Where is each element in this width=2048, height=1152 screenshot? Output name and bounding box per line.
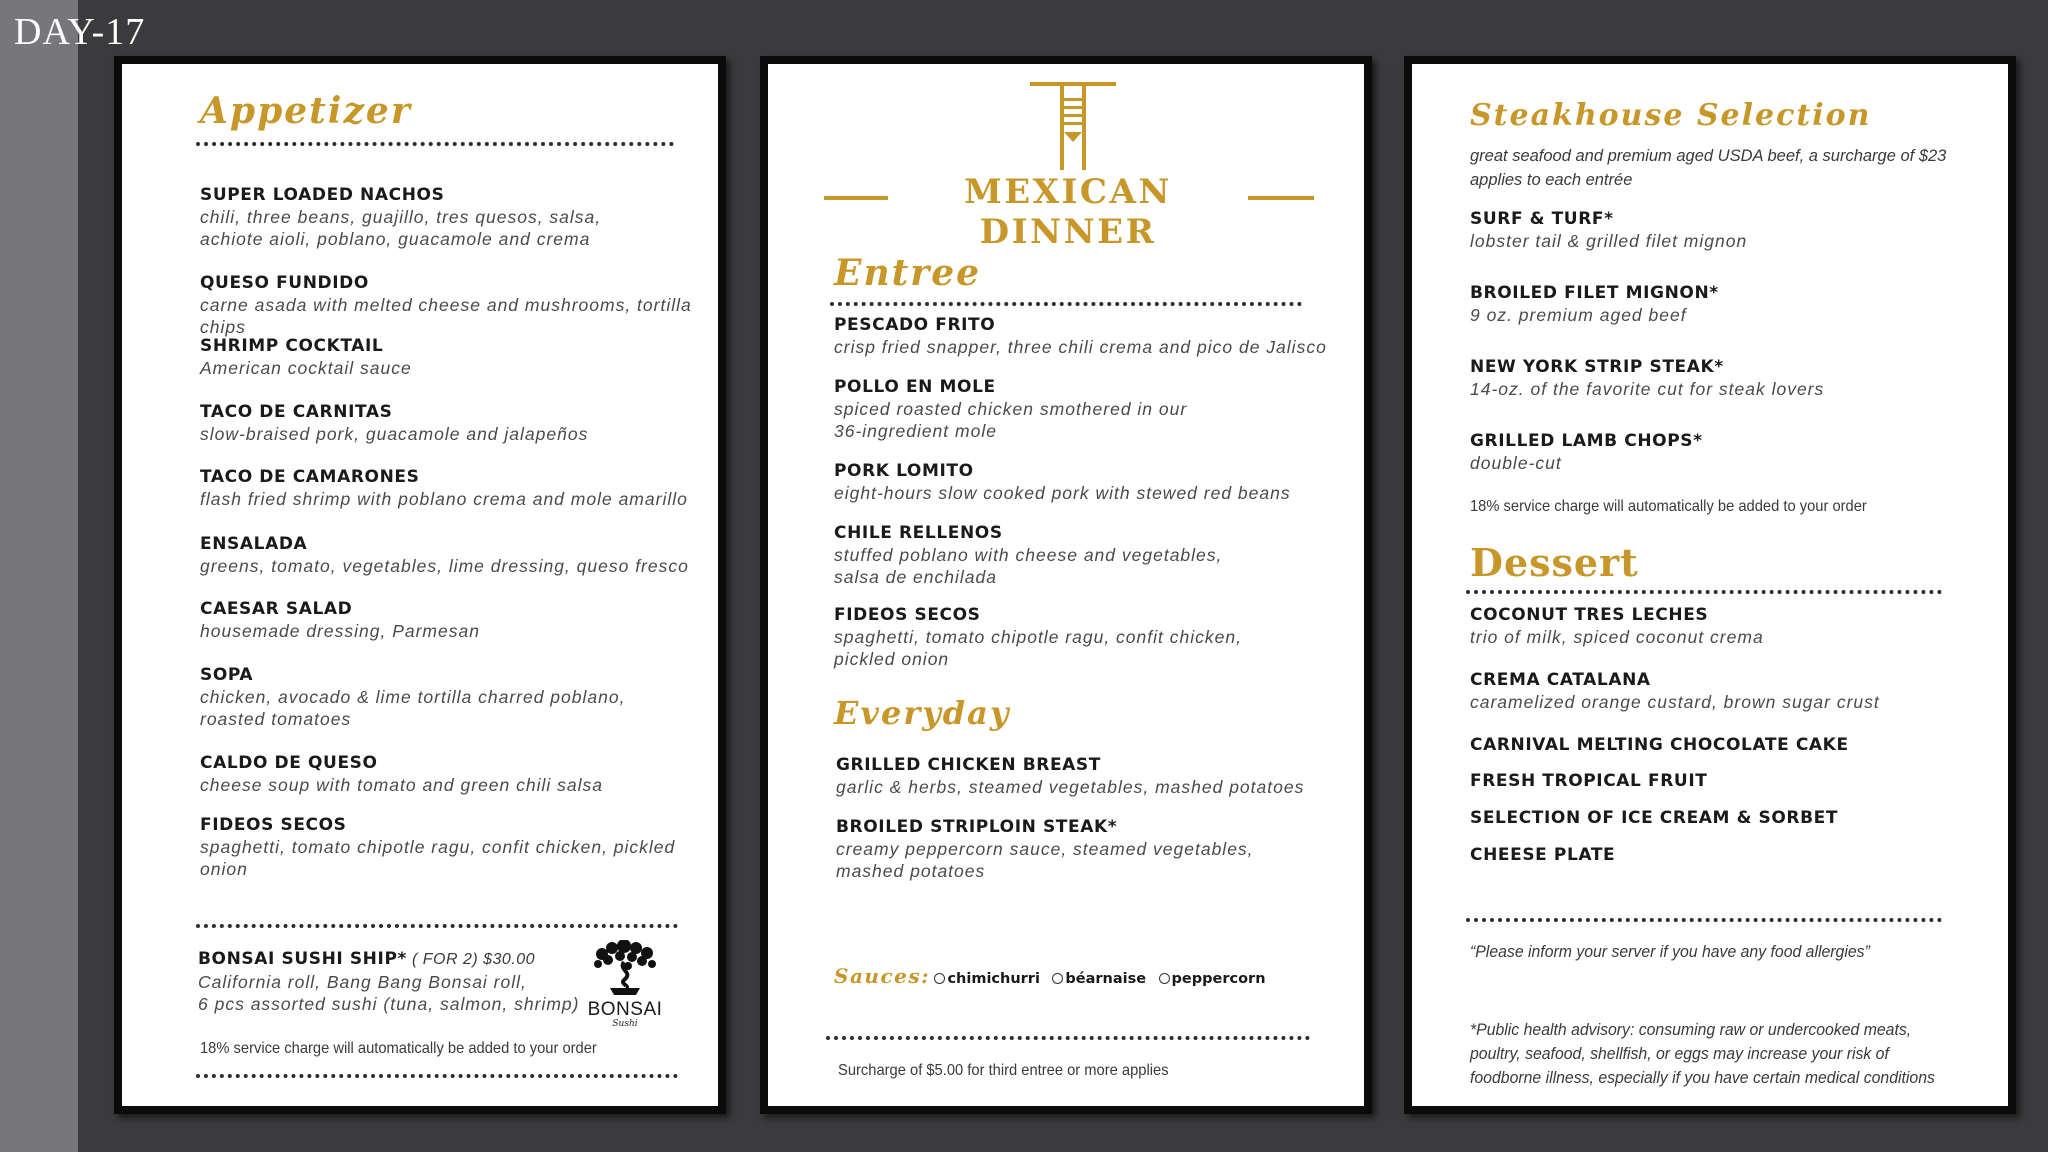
menu-item bbox=[834, 460, 1291, 504]
item-desc: lobster tail & grilled filet mignon bbox=[1470, 231, 1748, 251]
bonsai-logo bbox=[582, 940, 668, 1038]
item-name: BROILED STRIPLOIN STEAK* bbox=[836, 817, 1118, 837]
item-name: ENSALADA bbox=[200, 534, 308, 554]
item-name: BROILED FILET MIGNON* bbox=[1470, 283, 1719, 303]
menu-item bbox=[1470, 734, 1849, 756]
item-name: CALDO DE QUESO bbox=[200, 753, 378, 773]
menu-item bbox=[834, 604, 1242, 670]
logo-text: BONSAI bbox=[587, 999, 663, 1020]
item-desc: creamy peppercorn sauce, steamed vegetables, mashed potatoes bbox=[836, 839, 1254, 881]
appetizer-title: Appetizer bbox=[200, 90, 412, 132]
item-name: SELECTION OF ICE CREAM & SORBET bbox=[1470, 808, 1839, 828]
dinner-menu-card bbox=[760, 56, 1372, 1114]
menu-item bbox=[836, 816, 1254, 882]
appetizer-menu-card bbox=[114, 56, 726, 1114]
menu-item bbox=[200, 272, 718, 338]
item-desc: slow-braised pork, guacamole and jalapeños bbox=[200, 424, 589, 444]
sauce-option-label: peppercorn bbox=[1171, 971, 1266, 987]
item-desc: California roll, Bang Bang Bonsai roll, 6 pcs assorted sushi (tuna, salmon, shrimp) bbox=[198, 972, 580, 1014]
item-name: POLLO EN MOLE bbox=[834, 377, 996, 397]
item-desc: carne asada with melted cheese and mushrooms, tortilla chips bbox=[200, 295, 692, 337]
menu-item bbox=[1470, 807, 1838, 829]
menu-item bbox=[200, 401, 588, 445]
item-desc: 14-oz. of the favorite cut for steak lovers bbox=[1470, 379, 1825, 399]
item-name: FRESH TROPICAL FRUIT bbox=[1470, 771, 1708, 791]
item-desc: cheese soup with tomato and green chili salsa bbox=[200, 775, 603, 795]
menu-item bbox=[836, 754, 1304, 798]
item-desc: caramelized orange custard, brown sugar crust bbox=[1470, 692, 1880, 712]
menu-item bbox=[834, 314, 1327, 358]
health-advisory: *Public health advisory: consuming raw or undercooked meats, poultry, seafood, shellfish, or eggs may increase your risk of foodborne illness, especially if you have certain medical conditions bbox=[1470, 1020, 1935, 1087]
sauces-row bbox=[834, 964, 1274, 988]
steakhouse-title: Steakhouse Selection bbox=[1470, 98, 1872, 133]
header-line-left bbox=[824, 196, 888, 200]
item-desc: 9 oz. premium aged beef bbox=[1470, 305, 1687, 325]
steakhouse-intro: great seafood and premium aged USDA beef, a surcharge of $23 applies to each entrée bbox=[1470, 147, 1947, 189]
sauce-option-label: chimichurri bbox=[947, 971, 1040, 987]
sauce-option bbox=[934, 971, 1039, 987]
menu-item bbox=[1470, 604, 1764, 648]
item-name: FIDEOS SECOS bbox=[200, 815, 347, 835]
sushi-item bbox=[198, 948, 579, 1015]
service-note: 18% service charge will automatically be added to your order bbox=[1470, 498, 1867, 515]
item-name: SURF & TURF* bbox=[1470, 209, 1614, 229]
item-name: FIDEOS SECOS bbox=[834, 605, 981, 625]
entree-title: Entree bbox=[834, 252, 982, 294]
menu-item bbox=[200, 335, 412, 379]
surcharge-note: Surcharge of $5.00 for third entree or more applies bbox=[838, 1062, 1169, 1079]
item-desc: housemade dressing, Parmesan bbox=[200, 621, 480, 641]
menu-item bbox=[1470, 770, 1707, 792]
item-name: COCONUT TRES LECHES bbox=[1470, 605, 1709, 625]
steakhouse-dessert-card bbox=[1404, 56, 2016, 1114]
divider bbox=[830, 302, 1302, 306]
item-desc: eight-hours slow cooked pork with stewed red beans bbox=[834, 483, 1291, 503]
menu-title: MEXICAN DINNER bbox=[964, 172, 1172, 252]
item-name: CHEESE PLATE bbox=[1470, 845, 1616, 865]
radio-circle-icon bbox=[934, 973, 945, 984]
sushi-price: ( FOR 2) $30.00 bbox=[407, 951, 536, 968]
divider bbox=[196, 1074, 678, 1078]
menu-item bbox=[1470, 669, 1880, 713]
divider bbox=[1466, 590, 1942, 594]
menu-item bbox=[200, 533, 689, 577]
allergy-note: “Please inform your server if you have any food allergies” bbox=[1470, 942, 1870, 961]
radio-circle-icon bbox=[1159, 973, 1170, 984]
item-desc: garlic & herbs, steamed vegetables, mashed potatoes bbox=[836, 777, 1305, 797]
item-desc: trio of milk, spiced coconut crema bbox=[1470, 627, 1764, 647]
item-desc: stuffed poblano with cheese and vegetables, salsa de enchilada bbox=[834, 545, 1223, 587]
item-desc: chili, three beans, guajillo, tres quesos, salsa, achiote aioli, poblano, guacamole and crema bbox=[200, 207, 602, 249]
divider bbox=[196, 924, 678, 928]
menu-item bbox=[1470, 208, 1747, 252]
item-name: PORK LOMITO bbox=[834, 461, 974, 481]
item-name: SHRIMP COCKTAIL bbox=[200, 336, 384, 356]
item-name: CARNIVAL MELTING CHOCOLATE CAKE bbox=[1470, 735, 1849, 755]
radio-circle-icon bbox=[1052, 973, 1063, 984]
item-name: TACO DE CAMARONES bbox=[200, 467, 420, 487]
dessert-title: Dessert bbox=[1470, 540, 1639, 585]
side-strip bbox=[0, 0, 78, 1152]
item-name: PESCADO FRITO bbox=[834, 315, 996, 335]
menu-item bbox=[834, 522, 1222, 588]
sauce-option bbox=[1052, 971, 1146, 987]
menu-item bbox=[200, 184, 601, 250]
sauces-label: Sauces: bbox=[834, 964, 930, 988]
item-desc: spaghetti, tomato chipotle ragu, confit chicken, pickled onion bbox=[200, 837, 676, 879]
header-line-right bbox=[1248, 196, 1314, 200]
sauce-option bbox=[1159, 971, 1266, 987]
item-name: CAESAR SALAD bbox=[200, 599, 353, 619]
menu-item bbox=[200, 752, 603, 796]
service-note: 18% service charge will automatically be added to your order bbox=[200, 1040, 597, 1057]
item-name: NEW YORK STRIP STEAK* bbox=[1470, 357, 1724, 377]
menu-item bbox=[200, 598, 480, 642]
item-desc: spiced roasted chicken smothered in our 36-ingredient mole bbox=[834, 399, 1188, 441]
divider bbox=[1466, 918, 1942, 922]
menu-item bbox=[200, 466, 688, 510]
item-name: QUESO FUNDIDO bbox=[200, 273, 369, 293]
menu-item bbox=[1470, 844, 1615, 866]
restaurant-emblem-icon bbox=[1030, 82, 1116, 170]
sauce-option-label: béarnaise bbox=[1065, 971, 1147, 987]
menu-item bbox=[200, 814, 718, 880]
item-name: GRILLED LAMB CHOPS* bbox=[1470, 431, 1703, 451]
item-name: CHILE RELLENOS bbox=[834, 523, 1003, 543]
item-name: SOPA bbox=[200, 665, 254, 685]
item-name: TACO DE CARNITAS bbox=[200, 402, 393, 422]
item-desc: crisp fried snapper, three chili crema and pico de Jalisco bbox=[834, 337, 1327, 357]
menu-item bbox=[1470, 356, 1824, 400]
item-name: SUPER LOADED NACHOS bbox=[200, 185, 445, 205]
menu-item bbox=[1470, 282, 1719, 326]
menu-item bbox=[1470, 430, 1703, 474]
item-name: GRILLED CHICKEN BREAST bbox=[836, 755, 1101, 775]
item-name bbox=[198, 948, 579, 971]
item-desc: chicken, avocado & lime tortilla charred poblano, roasted tomatoes bbox=[200, 687, 626, 729]
everyday-title: Everyday bbox=[834, 694, 1011, 732]
menu-item bbox=[200, 664, 625, 730]
item-desc: flash fried shrimp with poblano crema and mole amarillo bbox=[200, 489, 688, 509]
item-desc: greens, tomato, vegetables, lime dressing, queso fresco bbox=[200, 556, 689, 576]
divider bbox=[196, 142, 674, 146]
divider bbox=[826, 1036, 1310, 1040]
item-name: CREMA CATALANA bbox=[1470, 670, 1651, 690]
bonsai-tree-icon bbox=[590, 940, 660, 996]
item-desc: spaghetti, tomato chipotle ragu, confit chicken, pickled onion bbox=[834, 627, 1242, 669]
sushi-name: BONSAI SUSHI SHIP* bbox=[198, 949, 407, 969]
menu-item bbox=[834, 376, 1187, 442]
logo-subtext: Sushi bbox=[612, 1019, 638, 1029]
day-label: DAY-17 bbox=[14, 11, 146, 53]
item-desc: American cocktail sauce bbox=[200, 358, 412, 378]
item-desc: double-cut bbox=[1470, 453, 1562, 473]
